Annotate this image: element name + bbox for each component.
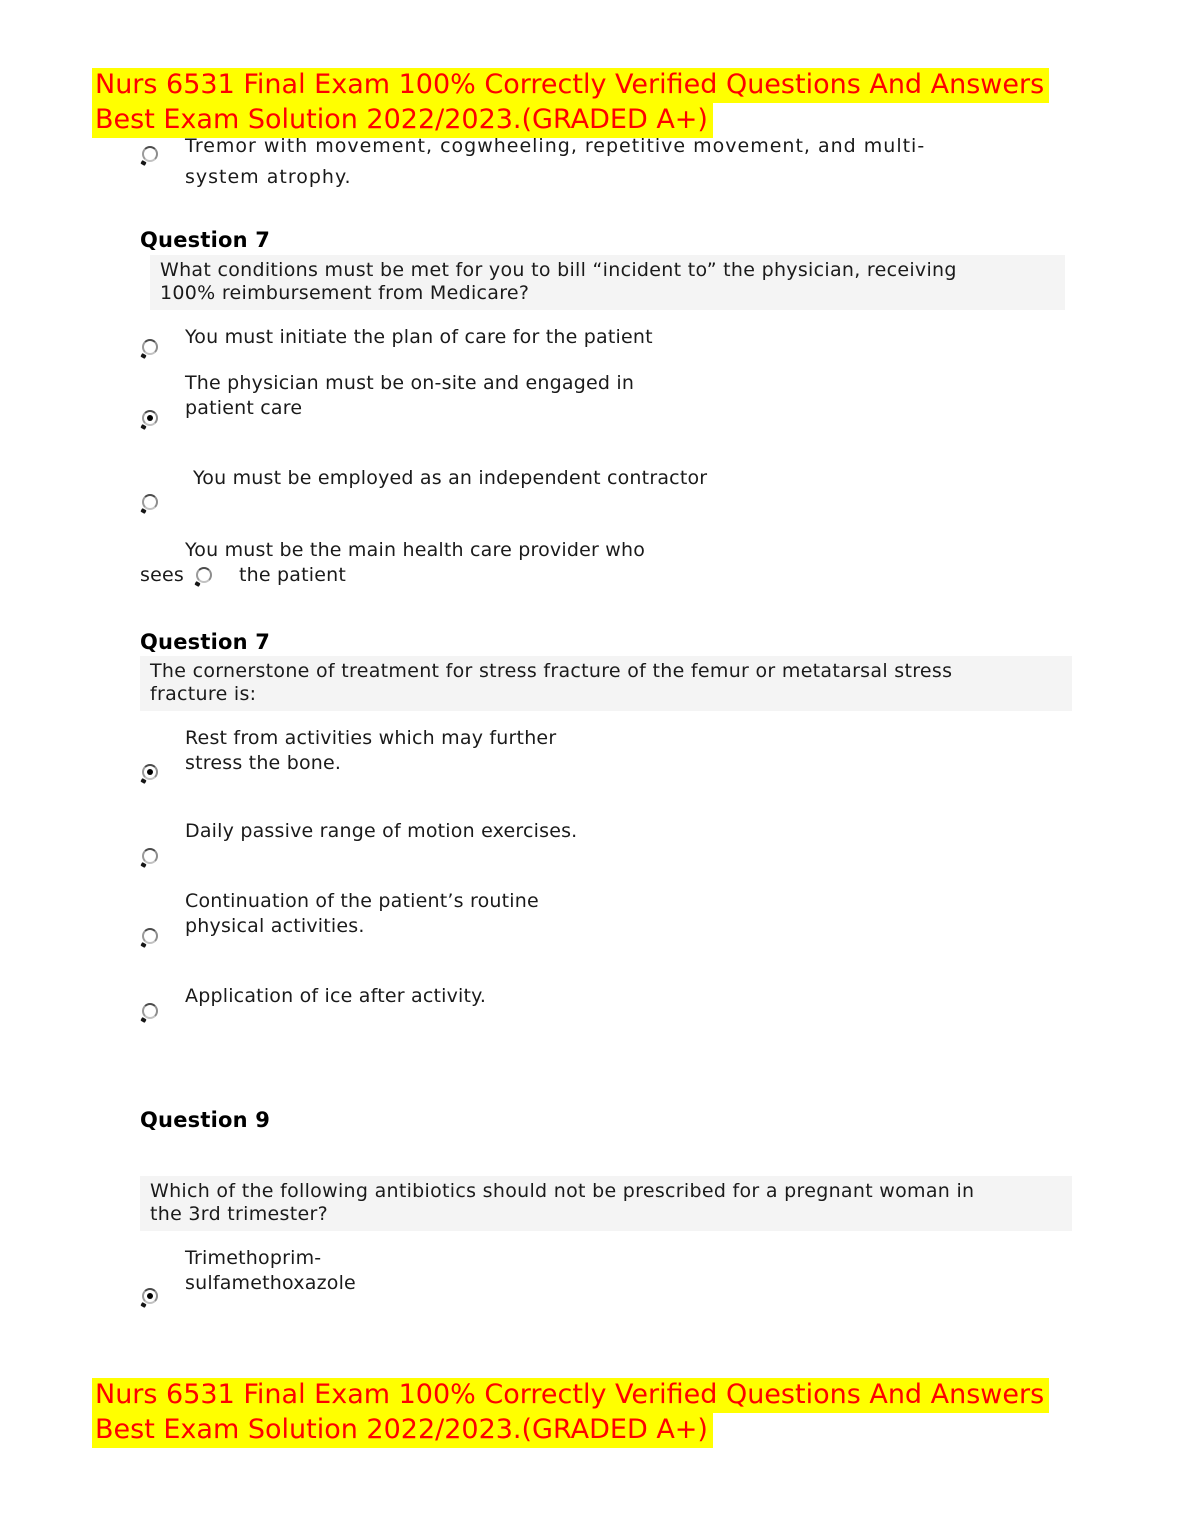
option-label: patient care xyxy=(185,397,303,419)
radio-icon[interactable] xyxy=(142,494,158,510)
option-label: stress the bone. xyxy=(185,752,342,774)
radio-icon[interactable] xyxy=(142,764,158,780)
answer-option xyxy=(140,984,486,1009)
question-heading: Question 7 xyxy=(140,228,271,252)
prompt-line: fracture is: xyxy=(150,683,257,705)
header-banner xyxy=(92,68,1049,138)
banner-line xyxy=(92,1378,1049,1413)
option-label: The physician must be on-site and engaged in xyxy=(185,372,635,394)
banner-text: Best Exam Solution 2022/2023.(GRADED A+) xyxy=(92,1413,713,1448)
option-label: the patient xyxy=(238,564,347,586)
option-label: sulfamethoxazole xyxy=(185,1272,356,1294)
option-label: Daily passive range of motion exercises. xyxy=(185,820,578,842)
question-heading: Question 9 xyxy=(140,1108,271,1132)
banner-text: Nurs 6531 Final Exam 100% Correctly Verified Questions And Answers xyxy=(92,68,1049,103)
option-label: You must be the main health care provider who xyxy=(185,539,646,561)
radio-icon[interactable] xyxy=(142,410,158,426)
option-label: physical activities. xyxy=(185,915,365,937)
prompt-line: What conditions must be met for you to bill “incident to” the physician, receiving xyxy=(160,259,957,281)
answer-option xyxy=(140,538,645,588)
option-label: sees xyxy=(140,564,184,586)
option-label: Trimethoprim- xyxy=(185,1247,322,1269)
radio-icon[interactable] xyxy=(142,1003,158,1019)
prompt-line: The cornerstone of treatment for stress fracture of the femur or metatarsal stress xyxy=(150,660,953,682)
banner-line xyxy=(92,68,1049,103)
option-label: Application of ice after activity. xyxy=(185,985,487,1007)
radio-icon[interactable] xyxy=(142,928,158,944)
banner-line xyxy=(92,1413,1049,1448)
option-label: Continuation of the patient’s routine xyxy=(185,890,539,912)
answer-option xyxy=(140,1246,356,1296)
answer-option xyxy=(140,325,653,350)
prompt-line: the 3rd trimester? xyxy=(150,1203,328,1225)
footer-banner xyxy=(92,1378,1049,1448)
question-prompt xyxy=(140,656,1072,711)
radio-icon[interactable] xyxy=(142,339,158,355)
radio-icon[interactable] xyxy=(142,146,158,162)
answer-option xyxy=(140,889,539,939)
option-label: Tremor with movement, cogwheeling, repetitive movement, and multi- xyxy=(185,135,926,157)
banner-text: Nurs 6531 Final Exam 100% Correctly Verified Questions And Answers xyxy=(92,1378,1049,1413)
option-label: system atrophy. xyxy=(185,166,352,188)
prompt-line: Which of the following antibiotics should not be prescribed for a pregnant woman in xyxy=(150,1180,975,1202)
banner-text: Best Exam Solution 2022/2023.(GRADED A+) xyxy=(92,103,713,138)
option-label: Rest from activities which may further xyxy=(185,727,557,749)
answer-option xyxy=(140,131,925,193)
question-prompt xyxy=(150,255,1065,310)
question-heading: Question 7 xyxy=(140,630,271,654)
prompt-line: 100% reimbursement from Medicare? xyxy=(160,282,530,304)
radio-icon[interactable] xyxy=(196,567,212,583)
radio-icon[interactable] xyxy=(142,1288,158,1304)
answer-option xyxy=(140,466,707,491)
answer-option xyxy=(140,726,556,776)
question-prompt xyxy=(140,1176,1072,1231)
answer-option xyxy=(140,371,634,421)
option-label: You must be employed as an independent contractor xyxy=(193,467,708,489)
answer-option xyxy=(140,819,577,844)
option-label: You must initiate the plan of care for the patient xyxy=(185,326,653,348)
radio-icon[interactable] xyxy=(142,848,158,864)
